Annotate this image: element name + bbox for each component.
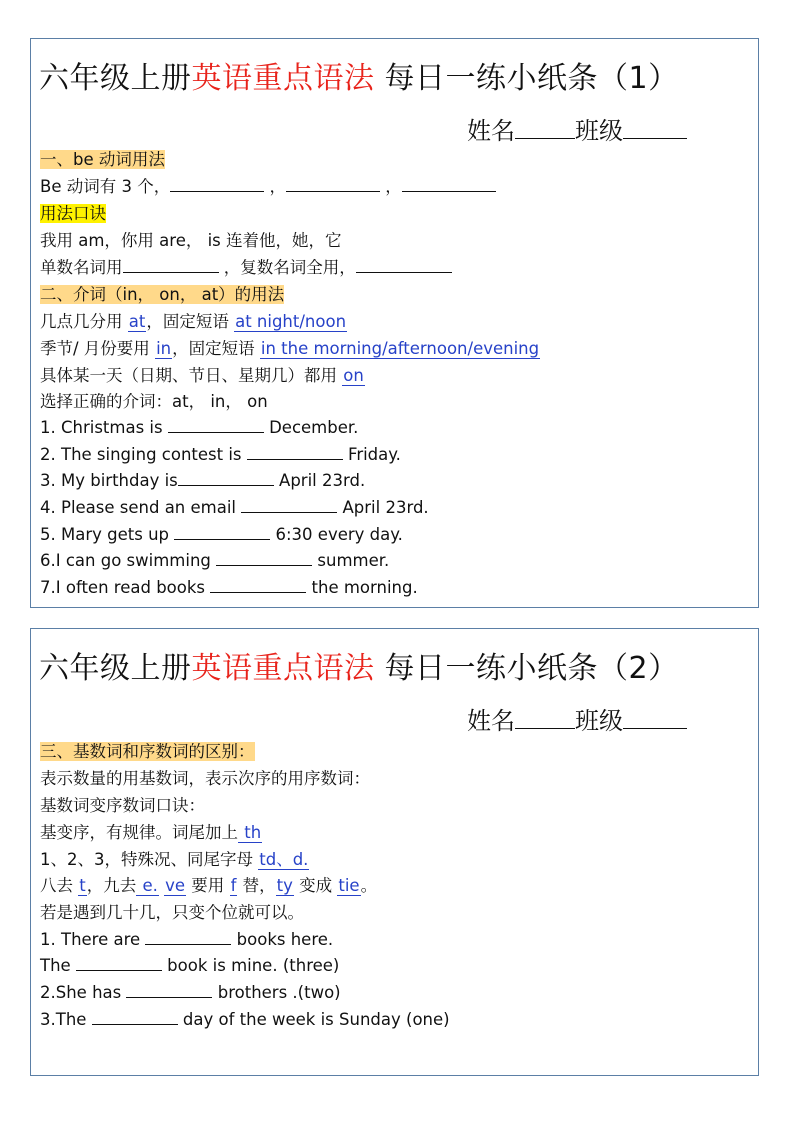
line-text: December. (263, 418, 359, 437)
line-text: 1. There are (40, 930, 146, 949)
line-text: 2. The singing contest is (40, 445, 247, 464)
answer-text: in (156, 339, 172, 358)
line-text: ，固定短语 (172, 339, 260, 358)
exercise-item (40, 955, 339, 977)
title-highlight: 英语重点语法 (191, 651, 375, 686)
exercise-item (40, 550, 389, 572)
name-class-fields (467, 111, 687, 146)
answer-text: t (79, 876, 86, 895)
line-text: 季节/ 月份要用 (40, 339, 156, 358)
exercise-item (40, 417, 358, 439)
answer-text: td、d. (259, 850, 309, 869)
text-line (40, 365, 365, 387)
answer-text: f (230, 876, 237, 895)
text-line: 若是遇到几十几，只变个位就可以。 (40, 903, 304, 922)
text-line (40, 257, 452, 279)
exercise-item (40, 524, 403, 546)
line-text: 6:30 every day. (270, 525, 403, 544)
line-text: 单数名词用 (40, 258, 123, 277)
answer-blank[interactable] (76, 956, 162, 971)
line-text: 。 (360, 876, 378, 895)
line-text: 1. Christmas is (40, 418, 168, 437)
text-line: 基数词变序数词口诀： (40, 796, 205, 815)
name-label: 姓名 (467, 117, 515, 145)
text-line (40, 875, 377, 897)
answer-text: ty (276, 876, 293, 895)
card-title (39, 643, 679, 687)
answer-blank[interactable] (241, 498, 337, 513)
text-line: 选择正确的介词：at， in， on (40, 392, 268, 411)
line-text: 1、2、3，特殊况、同尾字母 (40, 850, 259, 869)
line-text: April 23rd. (273, 471, 366, 490)
line-text: brothers .(two) (212, 983, 341, 1002)
line-text: 基变序，有规律。词尾加上 (40, 823, 238, 842)
answer-blank[interactable] (210, 578, 306, 593)
line-text: 变成 (293, 876, 338, 895)
title-part: 每日一练小纸条（2） (374, 651, 679, 686)
line-text: 3.The (40, 1010, 92, 1029)
section-heading (40, 149, 165, 171)
answer-blank[interactable] (126, 983, 212, 998)
practice-card-1 (30, 38, 759, 608)
line-text: The (40, 956, 76, 975)
name-class-fields (467, 701, 687, 736)
line-text: day of the week is Sunday (one) (177, 1010, 450, 1029)
title-highlight: 英语重点语法 (191, 61, 375, 96)
line-text: ，固定短语 (146, 312, 235, 331)
line-text: ， (264, 177, 286, 196)
heading-text: 一、be 动词用法 (40, 150, 165, 169)
answer-blank[interactable] (174, 525, 270, 540)
line-text: 6.I can go swimming (40, 551, 217, 570)
line-text: summer. (312, 551, 390, 570)
answer-text: at (128, 312, 146, 331)
line-text: 几点几分用 (40, 312, 128, 331)
line-text: 替， (237, 876, 276, 895)
answer-blank[interactable] (123, 258, 219, 273)
text-line (40, 822, 262, 844)
text-line (40, 849, 309, 871)
answer-blank[interactable] (356, 258, 452, 273)
answer-blank[interactable] (178, 471, 274, 486)
heading-text: 二、介词（in， on， at）的用法 (40, 285, 285, 304)
line-text: ，九去 (86, 876, 137, 895)
answer-text: on (343, 366, 364, 385)
exercise-item (40, 497, 429, 519)
line-text: 具体某一天（日期、节日、星期几）都用 (40, 366, 343, 385)
line-text: books here. (231, 930, 334, 949)
answer-text: at night/noon (235, 312, 347, 331)
text-line (40, 176, 496, 198)
title-part: 六年级上册 (39, 651, 192, 686)
line-text: 4. Please send an email (40, 498, 242, 517)
card-title (39, 53, 679, 97)
text-line: 表示数量的用基数词，表示次序的用序数词： (40, 769, 370, 788)
answer-blank[interactable] (168, 418, 264, 433)
name-label: 姓名 (467, 707, 515, 735)
answer-blank[interactable] (216, 551, 312, 566)
answer-blank[interactable] (145, 930, 231, 945)
answer-text: tie (338, 876, 360, 895)
line-text: 7.I often read books (40, 578, 211, 597)
answer-blank[interactable] (92, 1010, 178, 1025)
name-blank[interactable] (515, 727, 575, 729)
line-text: 5. Mary gets up (40, 525, 175, 544)
line-text: Be 动词有 3 个， (40, 177, 171, 196)
title-part: 六年级上册 (39, 61, 192, 96)
exercise-item (40, 577, 418, 599)
line-text: April 23rd. (337, 498, 429, 517)
answer-blank[interactable] (402, 177, 496, 192)
name-blank[interactable] (515, 137, 575, 139)
exercise-item (40, 982, 341, 1004)
answer-text: in the morning/afternoon/evening (260, 339, 540, 358)
answer-blank[interactable] (286, 177, 380, 192)
title-part: 每日一练小纸条（1） (374, 61, 679, 96)
line-text: the morning. (306, 578, 418, 597)
section-heading (40, 203, 106, 225)
section-heading (40, 741, 255, 763)
answer-text: ve (165, 876, 186, 895)
exercise-item (40, 929, 333, 951)
text-line: 我用 am，你用 are， is 连着他，她，它 (40, 231, 342, 250)
answer-blank[interactable] (170, 177, 264, 192)
section-heading (40, 284, 284, 306)
text-line (40, 311, 347, 333)
text-line (40, 338, 540, 360)
answer-blank[interactable] (247, 445, 343, 460)
exercise-item (40, 1009, 450, 1031)
answer-text: e. (137, 876, 158, 895)
class-label: 班级 (575, 707, 623, 735)
line-text: ， (379, 177, 402, 196)
answer-text: th (239, 823, 262, 842)
class-blank[interactable] (623, 137, 687, 139)
exercise-item (40, 470, 365, 492)
line-text: 3. My birthday is (40, 471, 178, 490)
line-text: ，复数名词全用， (218, 258, 356, 277)
class-blank[interactable] (623, 727, 687, 729)
line-text: 八去 (40, 876, 79, 895)
line-text: 2.She has (40, 983, 127, 1002)
class-label: 班级 (575, 117, 623, 145)
heading-text: 三、基数词和序数词的区别： (40, 742, 255, 761)
line-text: book is mine. (three) (161, 956, 340, 975)
exercise-item (40, 444, 401, 466)
heading-text: 用法口诀 (40, 204, 106, 223)
practice-card-2 (30, 628, 759, 1076)
line-text: Friday. (342, 445, 401, 464)
line-text: 要用 (186, 876, 230, 895)
